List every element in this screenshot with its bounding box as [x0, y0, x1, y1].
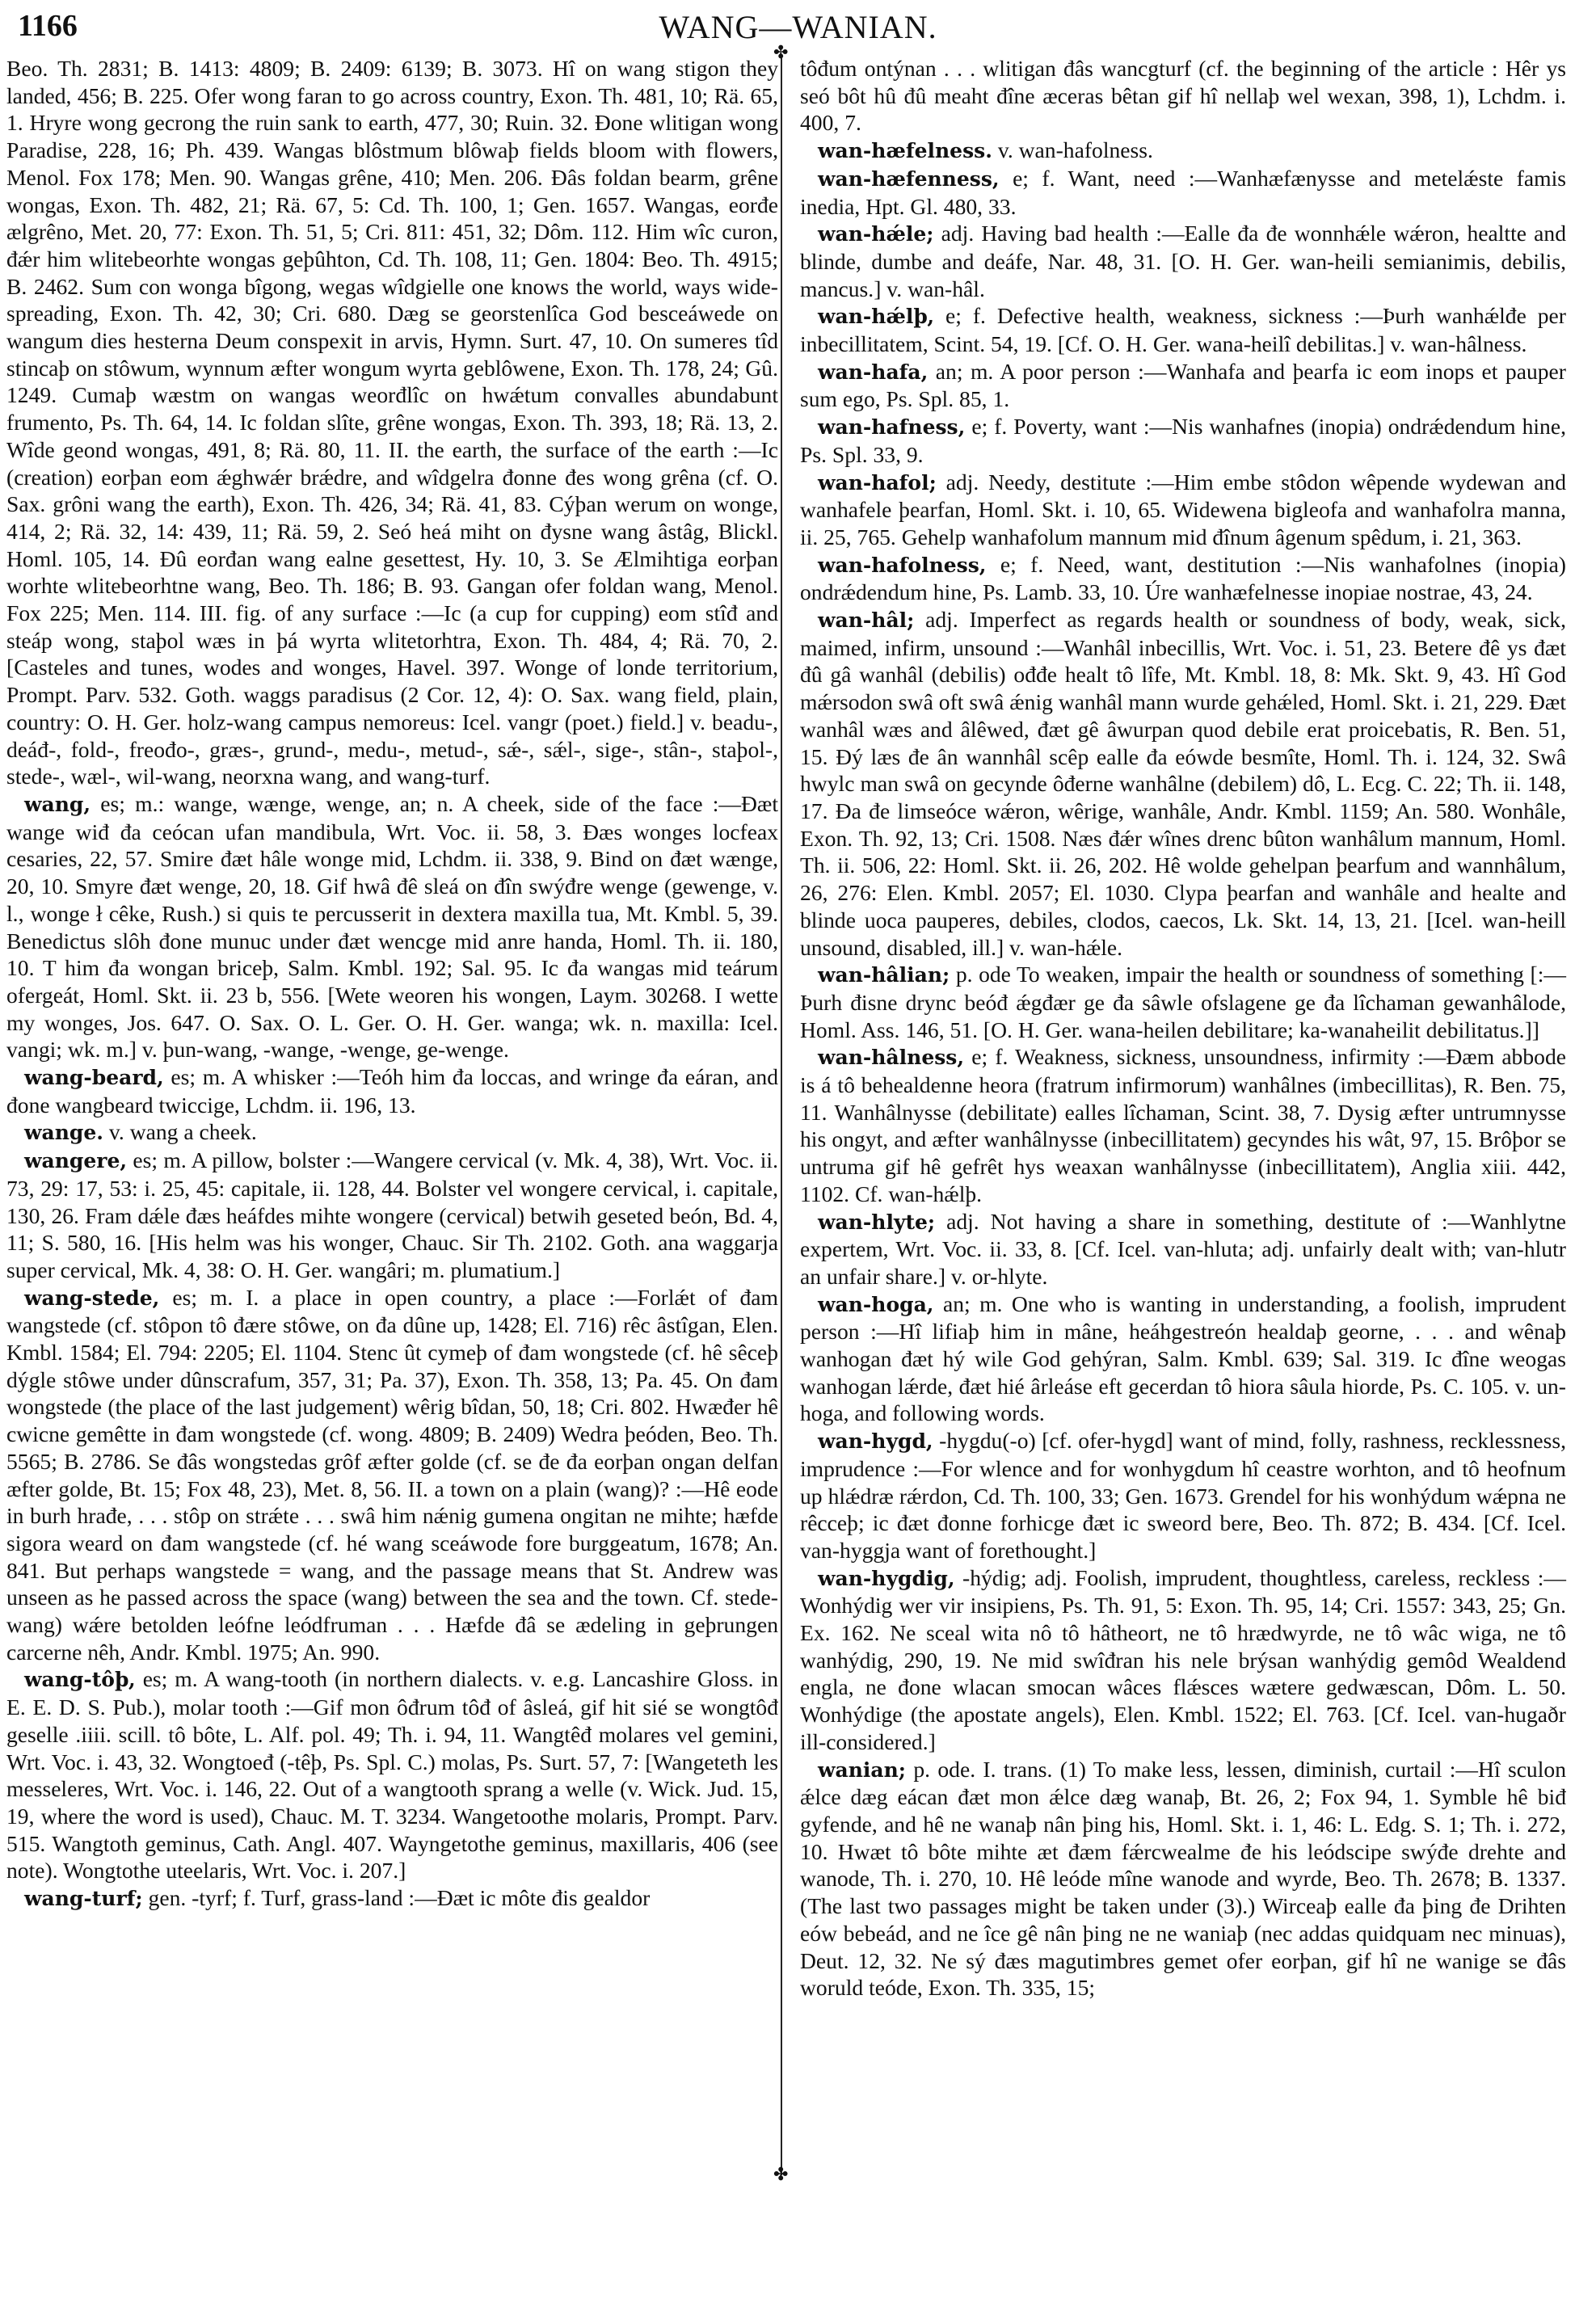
entry-text: p. ode. I. trans. (1) To make less, lessen, diminish, curtail :—Hî sculon ǽlce dæg eácan đæt mon ǽlce dæg wanaþ, Bt. 26, 2; Fox 94, 1. Symble hê biđ gyfende, and hê ne wanaþ nân þing his, Homl. Skt. i. 1, 46: L. Edg. S. 1; Th. i. 272, 10. Hwæt tô bôte mihte æt đæm fǽrcwealme đe his leódscipe swýđe drehte and wanode, Th. i. 270, 10. Hê leóde mîne wanode and wyrde, Beo. Th. 2678; B. 1337. (The last two passages might be taken under (3).) Wirceaþ ealle đa þing đe Drihten eów bebeád, and ne îce gê nân þing ne ne waniaþ (nec addas quidquam nec minuas), Deut. 12, 32. Ne sý đæs magutimbres gemet ofer eorþan, gif hî ne wanige se đâs woruld teóde, Exon. Th. 335, 15; — [800, 1756, 1566, 2001]
entry-text: es; m. I. a place in open country, a place :—Forlǽt of đam wangstede (cf. stôpon tô đære stôwe, on đa dûne up, 1428; El. 716) rêc âstîgan, Elen. Kmbl. 1584; El. 794: 2205; El. 1104. Stenc ût cymeþ of đam wongstede (cf. hê sêceþ dýgle stôwe under dûnscrafum, 357, 31; Pa. 37), Exon. Th. 358, 13; Pa. 45. On đam wongstede (the place of the last judgement) wêrig bîdan, 50, 18; Cri. 802. Hwæđer hê cwicne gemêtte in đam wongstede (cf. wong. 4809; B. 2409) Wedra þeóden, Beo. Th. 5565; B. 2786. Se đâs wongstedas grôf æfter golde (cf. se đe đa eorþan ongan delfan æfter golde, Bt. 15; Fox 48, 23), Met. 8, 56. II. a town on a plain (wang)? :—Hê eode in burh hrađe, . . . stôp on strǽte . . . swâ him nǽnig gumena ongitan ne mihte; hæfde sigora weard on đam wangstede (cf. hé wang sceáwode fore burggeatum, 1678; An. 841. But perhaps wangstede = wang, and the passage means that St. Andrew was unseen as he passed across the space (wang) between the sea and the town. Cf. stede-wang) wǽre betolden leófne leódfruman . . . Hæfde đâ se ædeling in geþrungen carcerne nêh, Andr. Kmbl. 1975; An. 990. — [6, 1284, 778, 1665]
entry-headword: wanian; — [818, 1757, 906, 1782]
entry-headword: wan-hafness, — [818, 415, 966, 440]
entry-headword: wan-hafol; — [818, 470, 937, 495]
dictionary-entry — [800, 1208, 1566, 1290]
entry-text: e; f. Want, need :—Wanhæfænysse and metelǽste famis inedia, Hpt. Gl. 480, 33. — [800, 165, 1566, 219]
entry-text: e; f. Defective health, weakness, sickness :—Þurh wanhǽlđe per inbecillitatem, Scint. 54, 19. [Cf. O. H. Ger. wana-heilî debilitas.] v. wan-hâlness. — [800, 303, 1566, 357]
dictionary-entry — [800, 358, 1566, 413]
entry-text: v. wan-hafolness. — [997, 137, 1153, 163]
dictionary-entry — [800, 220, 1566, 302]
running-head: WANG—WANIAN. — [659, 9, 937, 45]
dictionary-entry — [6, 1665, 778, 1884]
left-column — [6, 55, 778, 1913]
entry-headword: wan-hæfenness, — [818, 166, 1000, 191]
dictionary-entry — [800, 137, 1566, 165]
page-number: 1166 — [18, 9, 78, 43]
entry-text: adj. Needy, destitute :—Him embe stôdon wêpende wydewan and wanhafele þearfan, Homl. Skt. i. 10, 65. Widewena bigleofa and wanhafolra manna, ii. 25, 765. Gehelp wanhafolum mannum mid đînum âgenum spêdum, i. 21, 363. — [800, 469, 1567, 549]
entry-text: adj. Imperfect as regards health or soundness of body, weak, sick, maimed, infirm, unsound :—Wanhâl inbecillis, Wrt. Voc. i. 51, 23. Betere đê ys đæt đû gâ wanhâl (debilis) ođđe healt tô lîfe, Mt. Kmbl. 18, 8: Mk. Skt. 9, 43. Hî God mǽrsodon swâ oft swâ ǽnig wanhâl mann wurde gehǽled, Homl. Skt. i. 21, 229. Đæt wanhâl wæs and âlêwed, đæt gê âwurpan quod debile erat proicebatis, R. Ben. 51, 15. Đý læs đe ân wannhâl scêp ealle đa eówde besmîte, Homl. Th. i. 124, 32. Swâ hwylc man swâ on gecynde ôđerne wanhâlne (debilem) dô, L. Ecg. C. 22; Th. ii. 148, 17. Đa đe limseóce wǽron, wêrige, wanhâle, Andr. Kmbl. 1159; An. 580. Wonhâle, Exon. Th. 92, 13; Cri. 1508. Næs đǽr wînes drenc bûton wanhâlum mannum, Homl. Th. ii. 506, 22: Homl. Skt. ii. 26, 202. Hê wolde gehelpan þearfum and wannhâlum, 26, 276: Elen. Kmbl. 2057; El. 1030. Clypa þearfan and wanhâle and healte and blinde uoca pauperes, debiles, clodos, caecos, Lk. Skt. 14, 13, 21. [Icel. wan-heill unsound, disabled, ill.] v. wan-hǽle. — [800, 607, 1566, 960]
entry-headword: wan-hygdig, — [818, 1566, 955, 1590]
entry-text: gen. -tyrf; f. Turf, grass-land :—Đæt ic môte đis gealdor — [148, 1885, 651, 1911]
entry-headword: wan-hæfelness. — [818, 139, 992, 163]
dictionary-entry — [800, 551, 1566, 606]
entry-text: -hygdu(-o) [cf. ofer-hygd] want of mind, folly, rashness, recklessness, imprudence :—For wlence and for wonhygdum hî ceastre worhton, and tô heofnum up hlǽdræ rǽrdon, Cd. Th. 100, 33; Gen. 1673. Grendel for his wonhýdum wǽpna ne rêcceþ; ic đæt đonne forhicge đæt ic sweord bere, Beo. Th. 872; B. 434. [Cf. Icel. van-hyggja want of forethought.] — [800, 1428, 1566, 1563]
entry-text: p. ode To weaken, impair the health or soundness of something [:—Þurh đisne drync beóđ ǽgđær ge đa sâwle ofslagene ge đa lîchaman gewanhâlode, Homl. Ass. 146, 51. [O. H. Ger. wana-heilen debilitare; ka-wanaheilit debilitatus.]] — [800, 962, 1566, 1042]
dictionary-entry — [6, 1284, 778, 1666]
entry-text: e; f. Need, want, destitution :—Nis wanhafolnes (inopia) ondrǽdendum hine, Ps. Lamb. 33, 10. Úre wanhæfelnesse inopiae nostrae, 43, 24. — [800, 551, 1566, 605]
dictionary-entry — [800, 1564, 1566, 1756]
entry-text: e; f. Poverty, want :—Nis wanhafnes (inopia) ondrǽdendum hine, Ps. Spl. 33, 9. — [800, 414, 1566, 467]
dictionary-entry — [800, 413, 1566, 468]
entry-headword: wan-hafolness, — [818, 553, 987, 577]
dictionary-entry — [800, 1427, 1566, 1564]
entry-headword: wan-hǽle; — [818, 222, 934, 246]
dictionary-entry — [800, 55, 1566, 137]
entry-headword: wan-hafa, — [818, 360, 929, 384]
right-column — [800, 55, 1566, 2002]
dictionary-entry — [6, 1063, 778, 1118]
dictionary-entry — [6, 1884, 778, 1913]
dictionary-entry — [800, 165, 1566, 220]
entry-headword: wange. — [24, 1121, 103, 1145]
dictionary-entry — [800, 1756, 1566, 2002]
entry-text: -hýdig; adj. Foolish, imprudent, thoughtless, careless, reckless :—Wonhýdig wer vir insipiens, Ps. Th. 91, 5: Exon. Th. 95, 14; Cri. 1557: 343, 25; Gn. Ex. 162. Ne sceal wita nô tô hâtheort, ne tô hrædwyrde, ne tô wâc wiga, ne tô wanhýdig, 290, 19. Ne mid swîđran his nele brýsan wanhýdig gemôd Wealdend engla, ne đone wlacan smocan wâces flǽsces wætere gedwæscan, Dôm. L. 50. Wonhýdige (the apostate angels), Elen. Kmbl. 1522; El. 763. [Cf. Icel. van-hugaðr ill-considered.] — [800, 1564, 1566, 1754]
entry-headword: wan-hygd, — [818, 1429, 933, 1454]
dictionary-entry — [6, 55, 778, 790]
dictionary-entry — [800, 1043, 1566, 1207]
entry-text: tôđum ontýnan . . . wlitigan đâs wancgturf (cf. the beginning of the article : Hêr ys seó bôt hû đû meaht đîne æceras bêtan gif hî nellaþ wel wexan, 398, 1), Lchdm. i. 400, 7. — [800, 56, 1566, 136]
entry-text: adj. Not having a share in something, destitute of :—Wanhlytne expertem, Wrt. Voc. ii. 33, 8. [Cf. Icel. van-hluta; adj. unfairly dealt with; van-hlutr an unfair share.] v. or-hlyte. — [800, 1208, 1566, 1289]
entry-text: an; m. A poor person :—Wanhafa and þearfa ic eom inops et pauper sum ego, Ps. Spl. 85, 1. — [800, 358, 1566, 412]
entry-headword: wangere, — [24, 1149, 128, 1173]
entry-headword: wang, — [24, 792, 91, 816]
dictionary-entry — [800, 961, 1566, 1043]
entry-text: es; m. A whisker :—Teóh him đa loccas, and wringe đa eáran, and đone wangbeard twiccige, Lchdm. ii. 196, 13. — [6, 1064, 779, 1118]
entry-text: e; f. Weakness, sickness, unsoundness, infirmity :—Đæm abbode is á tô behealdenne heora (fratrum infirmorum) wanhâlnes (imbecillitas), R. Ben. 75, 11. Wanhâlnysse (debilitate) ealles lîchaman, Scint. 38, 7. Dysig æfter untrumnysse his ongyt, and æfter wanhâlnysse (inbecillitatem) gecyndes his wât, 97, 15. Brôþor se untruma gif hê gefrêt hys weaxan wanhâlnysse (inbecillitatem), Anglia xiii. 442, 1102. Cf. wan-hǽlþ. — [800, 1044, 1566, 1206]
dictionary-entry — [800, 469, 1566, 551]
ornament-top-icon: ✤ — [773, 42, 789, 62]
entry-headword: wan-hâlian; — [818, 963, 950, 987]
entry-headword: wang-tôþ, — [24, 1668, 136, 1692]
entry-text: es; m. A wang-tooth (in northern dialects. v. e.g. Lancashire Gloss. in E. E. D. S. Pub.), molar tooth :—Gif mon ôđrum tôđ of âsleá, gif hit sié se wongtôđ geselle .iiii. scill. tô bôte, L. Alf. pol. 49; Th. i. 94, 11. Wangtêđ molares vel gemini, Wrt. Voc. i. 43, 32. Wongtoeđ (-têþ, Ps. Spl. C.) molas, Ps. Surt. 57, 7: [Wangeteth les messeleres, Wrt. Voc. i. 146, 22. Out of a wangtooth sprang a welle (v. Wick. Jud. 15, 19, where the word is used), Chauc. M. T. 3234. Wangetoothe molaris, Prompt. Parv. 515. Wangtoth geminus, Cath. Angl. 407. Wayngetothe geminus, maxillaris, 406 (see note). Wongtothe uteelaris, Wrt. Voc. i. 207.] — [6, 1666, 778, 1884]
entry-text: es; m.: wange, wænge, wenge, an; n. A cheek, side of the face :—Đæt wange wiđ đa ceócan ufan mandibula, Wrt. Voc. ii. 58, 3. Đæs wonges locfeax cesaries, 22, 57. Smire đæt hâle wonge mid, Lchdm. ii. 338, 9. Bind on đæt wænge, 20, 10. Smyre đæt wenge, 20, 18. Gif hwâ đê sleá on đîn swýđre wenge (gewenge, v. l., wonge ł cêke, Rush.) si quis te percusserit in dextera maxilla tua, Mt. Kmbl. 5, 39. Benedictus slôh đone munuc under đæt wencge mid anre handa, Homl. Th. ii. 180, 10. T him đa wongan briceþ, Salm. Kmbl. 192; Sal. 95. Ic đa wangas mid teárum ofergeát, Homl. Skt. ii. 23 b, 556. [Wete weoren his wongen, Laym. 30268. I wette my wonges, Jos. 647. O. Sax. O. L. Ger. O. H. Ger. wanga; wk. n. maxilla: Icel. vangi; wk. m.] v. þun-wang, -wange, -wenge, ge-wenge. — [6, 790, 778, 1063]
entry-text: Beo. Th. 2831; B. 1413: 4809; B. 2409: 6139; B. 3073. Hî on wang stigon they landed, 456; B. 225. Ofer wong faran to go across country, Exon. Th. 481, 10; Rä. 65, 1. Hryre wong gecrong the ruin sank to earth, 477, 30; Ruin. 32. Đone wlitigan wong Paradise, 228, 16; Ph. 439. Wangas blôstmum blôwaþ fields bloom with flowers, Menol. Fox 178; Men. 90. Wangas grêne, 410; Men. 206. Đâs foldan bearm, grêne wongas, Exon. Th. 482, 21; Rä. 67, 5: Cd. Th. 100, 1; Gen. 1657. Wangas, eorđe ælgrêno, Met. 20, 77: Exon. Th. 51, 5; Cri. 811: 451, 32; Dôm. 112. Him wîc curon, đǽr him wlitebeorhte wongas geþûhton, Cd. Th. 108, 11; Gen. 1804: Beo. Th. 4915; B. 2462. Sum con wonga bîgong, wegas wîdgielle one knows the world, ways wide-spreading, Exon. Th. 42, 30; Cri. 680. Dæg se georstenlîca God besceáwede on wangum dies hesterna Deum conspexit in arvis, Hymn. Surt. 47, 10. On sumeres tîd stincaþ on stôwum, wynnum æfter wongum wyrta geblôwene, Exon. Th. 178, 24; Gû. 1249. Cumaþ wæstm on wangas weorđlîc on hwǽtum convalles abundabunt frumento, Ps. Th. 64, 14. Ic foldan slîte, grêne wongas, Exon. Th. 393, 18; Rä. 13, 2. Wîde geond wongas, 491, 8; Rä. 80, 11. II. the earth, the surface of the earth :—Ic (creation) eorþan eom ǽghwǽr brǽdre, and wîdgelra đonne đes wong grêna (cf. O. Sax. grôni wang the earth), Exon. Th. 426, 34; Rä. 41, 83. Cýþan werum on wonge, 414, 2; Rä. 32, 14: 439, 11; Rä. 59, 2. Seó heá miht on đysne wang âstâg, Blickl. Homl. 105, 14. Đû eorđan wang ealne gesettest, Hy. 10, 3. Se Ælmihtiga eorþan worhte wlitebeorhtne wang, Beo. Th. 186; B. 93. Gangan ofer foldan wang, Menol. Fox 225; Men. 114. III. fig. of any surface :—Ic (a cup for cupping) eom stîđ and steáp wong, staþol wæs in þá wyrta wlitetorhtra, Exon. Th. 484, 4; Rä. 70, 2. [Casteles and tunes, wodes and wonges, Havel. 397. Wonge of londe territorium, Prompt. Parv. 532. Goth. waggs paradisus (2 Cor. 12, 4): O. Sax. wang field, plain, country: O. H. Ger. holz-wang campus nemoreus: Icel. vangr (poet.) field.] v. beadu-, deáđ-, fold-, freođo-, græs-, grund-, medu-, metud-, sǽ-, sǽl-, sige-, stân-, staþol-, stede-, wæl-, wil-wang, neorxna wang, and wang-turf. — [6, 56, 778, 789]
dictionary-entry — [800, 1290, 1566, 1428]
entry-headword: wan-hǽlþ, — [818, 305, 935, 329]
entry-headword: wan-hâl; — [818, 608, 915, 633]
entry-text: an; m. One who is wanting in understanding, a foolish, imprudent person :—Hî lifiaþ him in mâne, heáhgestreón healdaþ georne, . . . and wênaþ wanhogan đæt hý wile God gehýran, Salm. Kmbl. 639; Sal. 319. Ic đîne weogas wanhogan lǽrde, đæt hié ârleáse eft gecerdan tô hiora sâula hiorde, Ps. C. 105. v. un-hoga, and following words. — [800, 1290, 1567, 1426]
entry-headword: wang-turf; — [24, 1887, 143, 1911]
ornament-bottom-icon: ✤ — [773, 2164, 789, 2184]
dictionary-entry — [6, 790, 778, 1063]
dictionary-entry — [800, 302, 1566, 357]
entry-text: v. wang a cheek. — [108, 1119, 257, 1145]
entry-text: es; m. A pillow, bolster :—Wangere cervical (v. Mk. 4, 38), Wrt. Voc. ii. 73, 29: 17, 53: i. 25, 45: capitale, ii. 128, 44. Bolster vel wongere cervical, i. capitale, 130, 26. Fram dǽle đæs heáfdes mihte wongere (cervical) betwih geseted beón, Bd. 4, 11; S. 580, 16. [His helm was his wonger, Chauc. Sir Th. 2102. Goth. ana waggarja super cervical, Mk. 4, 38: O. H. Ger. wangâri; m. plumatium.] — [6, 1147, 779, 1282]
entry-headword: wang-stede, — [24, 1286, 160, 1310]
entry-headword: wan-hlyte; — [818, 1210, 936, 1234]
column-rule — [781, 58, 782, 2175]
dictionary-entry — [800, 606, 1566, 961]
entry-headword: wang-beard, — [24, 1066, 164, 1090]
dictionary-entry — [6, 1147, 778, 1284]
entry-headword: wan-hoga, — [818, 1292, 934, 1316]
entry-headword: wan-hâlness, — [818, 1046, 965, 1070]
dictionary-entry — [6, 1118, 778, 1147]
entry-text: adj. Having bad health :—Ealle đa đe wonnhǽle wǽron, healtte and blinde, dumbe and deáfe, Nar. 48, 31. [O. H. Ger. wan-heili semianimis, debilis, mancus.] v. wan-hâl. — [800, 221, 1567, 301]
